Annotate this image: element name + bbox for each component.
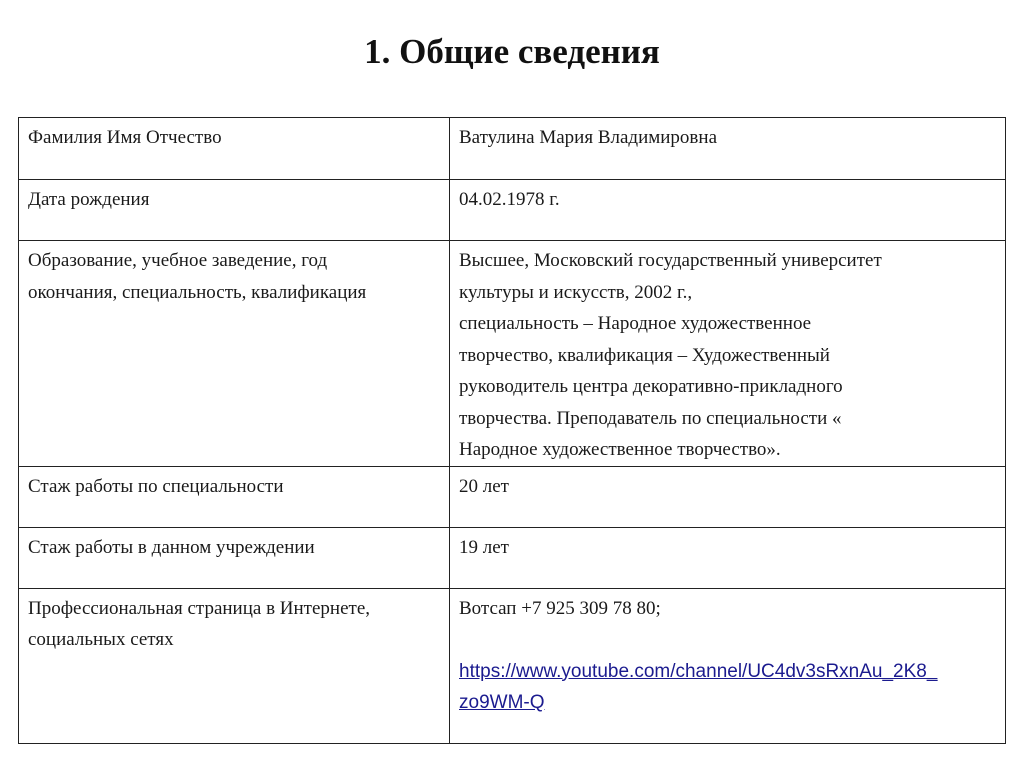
label-text: социальных сетях — [28, 629, 174, 650]
label-cell — [19, 241, 450, 467]
value-text: Народное художественное творчество». — [459, 439, 781, 460]
value-cell — [450, 118, 1006, 180]
value-text: 20 лет — [459, 475, 509, 497]
table-row-birth-date — [19, 180, 1006, 241]
value-cell — [450, 241, 1006, 467]
value-text: руководитель центра декоративно-прикладного — [459, 376, 843, 397]
label-text: Профессиональная страница в Интернете, — [28, 597, 370, 619]
label-text: Стаж работы в данном учреждении — [28, 536, 315, 558]
link-text[interactable]: zo9WM-Q — [459, 692, 545, 713]
label-text: окончания, специальность, квалификация — [28, 281, 367, 303]
table-row-education — [19, 241, 1006, 467]
value-cell — [450, 180, 1006, 241]
value-cell — [450, 527, 1006, 588]
label-cell — [19, 588, 450, 743]
value-text: Вотсап +7 925 309 78 80; — [459, 597, 661, 619]
value-text: творчества. Преподаватель по специальности « — [459, 407, 842, 429]
value-text: творчество, квалификация – Художественный — [459, 344, 830, 366]
table-row-web-page — [19, 588, 1006, 743]
youtube-channel-link[interactable] — [459, 656, 996, 719]
table-row-institution-experience — [19, 527, 1006, 588]
label-cell — [19, 180, 450, 241]
label-cell — [19, 527, 450, 588]
label-cell — [19, 466, 450, 527]
value-text: 19 лет — [459, 536, 509, 558]
page-title: 1. Общие сведения — [364, 32, 660, 71]
value-cell — [450, 588, 1006, 743]
general-info-table — [18, 117, 1006, 744]
table-row-full-name — [19, 118, 1006, 180]
label-text: Образование, учебное заведение, год — [28, 250, 328, 271]
spacer — [459, 624, 996, 656]
label-text: Стаж работы по специальности — [28, 475, 284, 497]
label-text: Дата рождения — [28, 189, 150, 210]
value-cell — [450, 466, 1006, 527]
value-text: специальность – Народное художественное — [459, 313, 812, 334]
value-text: Высшее, Московский государственный университет — [459, 250, 882, 271]
label-text: Фамилия Имя Отчество — [28, 127, 222, 148]
value-text: Ватулина Мария Владимировна — [459, 127, 718, 148]
label-cell — [19, 118, 450, 180]
value-text: культуры и искусств, 2002 г., — [459, 281, 693, 303]
table-row-specialty-experience — [19, 466, 1006, 527]
value-text: 04.02.1978 г. — [459, 189, 560, 210]
link-text[interactable]: https://www.youtube.com/channel/UC4dv3sRxnAu_2K8_ — [459, 660, 938, 682]
